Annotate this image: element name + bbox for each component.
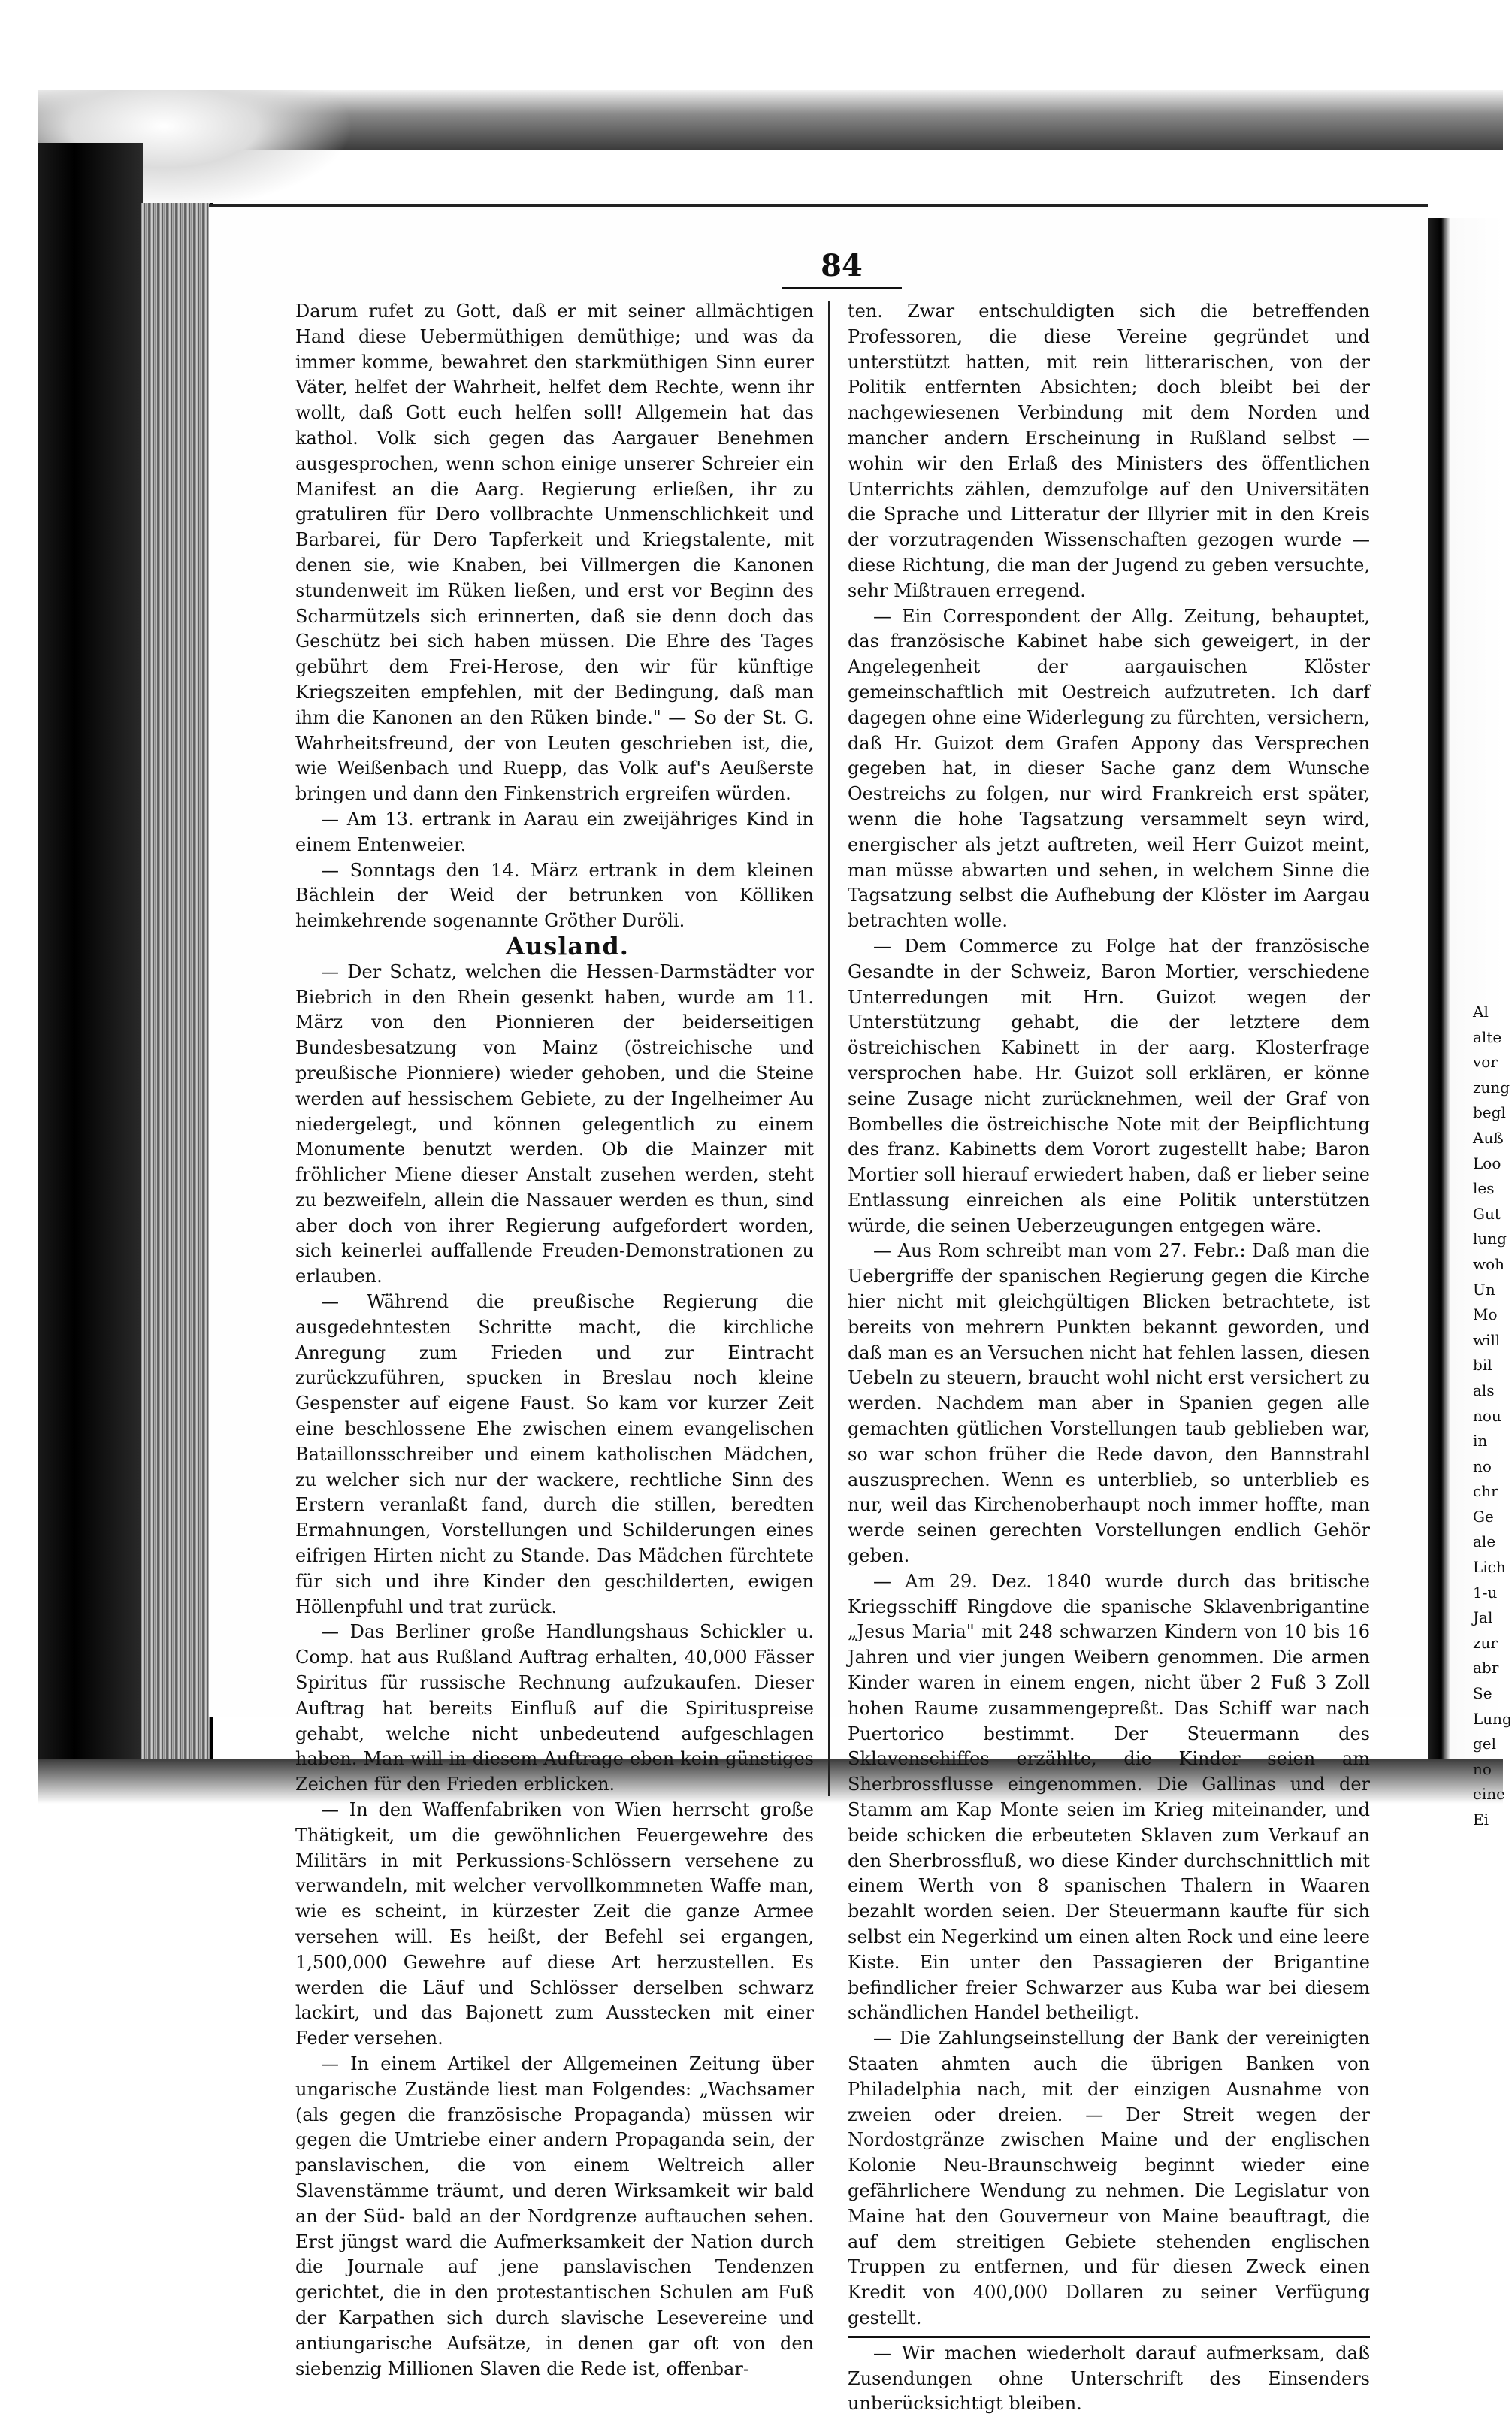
adjacent-fragment: als bbox=[1473, 1381, 1495, 1399]
adjacent-fragment: zur bbox=[1473, 1633, 1498, 1652]
adjacent-fragment: Loo bbox=[1473, 1154, 1501, 1172]
page-number-rule bbox=[782, 287, 902, 289]
adjacent-fragment: no bbox=[1473, 1759, 1492, 1778]
adjacent-fragment: lung bbox=[1473, 1230, 1507, 1248]
adjacent-fragment: Gut bbox=[1473, 1204, 1501, 1223]
adjacent-fragment: Lung bbox=[1473, 1709, 1512, 1728]
adjacent-fragment: in bbox=[1473, 1432, 1488, 1451]
book-binding bbox=[38, 143, 143, 1781]
adjacent-fragment: zung bbox=[1473, 1078, 1510, 1097]
adjacent-fragment: Ei bbox=[1473, 1810, 1489, 1829]
column-divider bbox=[828, 301, 830, 1796]
adjacent-fragment: woh bbox=[1473, 1254, 1505, 1273]
adjacent-fragment: no bbox=[1473, 1457, 1492, 1475]
editorial-notice: — Wir machen wiederholt darauf aufmerksam, daß Zusendungen ohne Unterschrift des Einsenders unberücksichtigt bleiben. bbox=[848, 2342, 1370, 2415]
adjacent-fragment: alte bbox=[1473, 1027, 1502, 1046]
paragraph: — Am 29. Dez. 1840 wurde durch das britische Kriegsschiff Ringdove die spanische Sklavenbrigantine „Jesus Maria" mit 248 schwarzen Kindern von 10 bis 16 Jahren und vier jungen Weibern genommen. Die armen Kinder waren in einem engen, nicht über 2 Fuß 3 Zoll hohen Raume zusammengepreßt. Das Schiff war nach Puertorico bestimmt. Der Steuermann des Sklavenschiffes erzählte, die Kinder seien am Sherbrossflusse eingenommen. Die Gallinas und der Stamm am Kap Monte seien im Krieg miteinander, und beide schicken die erbeuteten Sklaven zum Verkauf an den Sherbrossfluß, wo diese Kinder durchschnittlich mit einem Werth von 8 spanischen Thalern in Waaren bezahlt worden seien. Der Steuermann kaufte für sich selbst ein Negerkind um einen alten Rock und eine leere Kiste. Ein unter den Passagieren der Brigantine befindlicher freier Schwarzer aus Kuba war bei diesem schändlichen Handel betheiligt. bbox=[848, 1570, 1370, 2024]
adjacent-fragment: begl bbox=[1473, 1103, 1506, 1122]
adjacent-fragment: ale bbox=[1473, 1532, 1496, 1551]
paragraph: Darum rufet zu Gott, daß er mit seiner allmächtigen Hand diese Uebermüthigen demüthige; und was da immer komme, bewahret den starkmüthigen Sinn eurer Väter, helfet der Wahrheit, helfet dem Rechte, wenn ihr wollt, daß Gott euch helfen soll! Allgemein hat das kathol. Volk sich gegen das Aargauer Benehmen ausgesprochen, wenn schon einige unserer Schreier ein Manifest an die Aarg. Regierung erließen, ihr zu gratuliren für Dero vollbrachte Unmenschlichkeit und Barbarei, für Dero Tapferkeit und Kriegstalente, mit denen sie, wie Knaben, bei Villmergen die Kanonen stundenweit im Rüken ließen, und erst vor Beginn des Scharmützels sich erinnerten, daß sie denn doch das Geschütz bei sich haben müssen. Die Ehre des Tages gebührt dem Frei-Herose, den wir für künftige Kriegszeiten empfehlen, mit der Bedingung, daß man ihm die Kanonen an den Rüken binde." — So der St. G. Wahrheitsfreund, der von Leuten geschrieben ist, die, wie Weißenbach und Ruepp, das Volk auf's Aeußerste bringen und dann den Finkenstrich ergreifen würden. bbox=[295, 301, 814, 805]
adjacent-fragment: les bbox=[1473, 1179, 1495, 1198]
adjacent-fragment: eine bbox=[1473, 1785, 1505, 1804]
paragraph: — Sonntags den 14. März ertrank in dem kleinen Bächlein der Weid der betrunken von Kölliken heimkehrende sogenannte Gröther Duröli. bbox=[295, 859, 814, 932]
paragraph: — Aus Rom schreibt man vom 27. Febr.: Daß man die Uebergriffe der spanischen Regierung gegen die Kirche hier nicht mit gleichgültigen Blicken betrachtete, ist bereits von mehrern Punkten bekannt geworden, und daß man es an Versuchen nicht hat fehlen lassen, diesen Uebeln zu steuern, braucht wohl nicht erst versichert zu werden. Nachdem man aber in Spanien gegen alle gemachten gütlichen Vorstellungen taub geblieben war, so war schon früher die Rede davon, den Bannstrahl auszusprechen. Wenn es unterblieb, so unterblieb es nur, weil das Kirchenoberhaupt noch immer hoffte, man werde seinen gerechten Vorstellungen endlich Gehör geben. bbox=[848, 1240, 1370, 1567]
adjacent-fragment: abr bbox=[1473, 1659, 1499, 1677]
paragraph: — Ein Correspondent der Allg. Zeitung, behauptet, das französische Kabinet habe sich geweigert, in der Angelegenheit der aargauischen Klöster gemeinschaftlich mit Oestreich aufzutreten. Ich darf dagegen ohne eine Widerlegung zu fürchten, versichern, daß Hr. Guizot dem Grafen Appony das Versprechen gegeben hat, in dieser Sache ganz dem Wunsche Oestreichs zu folgen, nur wird Frankreich erst später, wenn die hohe Tagsatzung versammelt seyn wird, energischer als jetzt auftreten, weil Herr Guizot meint, man müsse abwarten und sehen, in welchem Sinne die Tagsatzung selbst die Aufhebung der Klöster im Aargau betrachten wolle. bbox=[848, 605, 1370, 932]
paragraph: — Während die preußische Regierung die ausgedehntesten Schritte macht, die kirchliche Anregung zum Frieden und zur Eintracht zurückzuführen, spucken in Breslau noch kleine Gespenster auf eigene Faust. So kam vor kurzer Zeit eine beschlossene Ehe zwischen einem evangelischen Bataillonsschreiber und einem katholischen Mädchen, zu welcher sich nur der wackere, rechtliche Sinn des Erstern veranlaßt fand, durch die stillen, beredten Ermahnungen, Vorstellungen und Schilderungen eines eifrigen Hirten nicht zu Stande. Das Mädchen fürchtete für sich und ihre Kinder den geschilderten, ewigen Höllenpfuhl und trat zurück. bbox=[295, 1291, 814, 1617]
section-heading: Ausland. bbox=[506, 931, 629, 960]
adjacent-fragment: vor bbox=[1473, 1053, 1498, 1072]
page-edges bbox=[141, 203, 213, 1766]
adjacent-fragment: chr bbox=[1473, 1482, 1498, 1501]
adjacent-page-fragments bbox=[1473, 1000, 1512, 1833]
adjacent-fragment: Ge bbox=[1473, 1507, 1494, 1526]
adjacent-fragment: Se bbox=[1473, 1684, 1492, 1703]
right-column bbox=[848, 299, 1370, 2417]
paragraph: — In einem Artikel der Allgemeinen Zeitung über ungarische Zustände liest man Folgendes: „Wachsamer (als gegen die französische Propaganda) müssen wir gegen die Umtriebe einer andern Propaganda sein, der panslavischen, die von einem Weltreich aller Slavenstämme träumt, und deren Wirksamkeit wir bald an der Süd- bald an der Nordgrenze auftauchen sehen. Erst jüngst ward die Aufmerksamkeit der Nation durch die Journale auf jene panslavischen Tendenzen gerichtet, die in den protestantischen Schulen am Fuß der Karpathen sich durch slavische Lesevereine und antiungarische Aufsätze, in denen gar oft von den siebenzig Millionen Slaven die Rede ist, offenbar- bbox=[295, 2052, 814, 2379]
paragraph: — Am 13. ertrank in Aarau ein zweijähriges Kind in einem Entenweier. bbox=[295, 808, 814, 855]
adjacent-fragment: Al bbox=[1473, 1003, 1489, 1021]
adjacent-fragment: Auß bbox=[1473, 1128, 1504, 1147]
adjacent-fragment: will bbox=[1473, 1330, 1501, 1349]
paragraph: — Der Schatz, welchen die Hessen-Darmstädter vor Biebrich in den Rhein gesenkt haben, wurde am 11. März von den Pionnieren der beiderseitigen Bundesbesatzung von Mainz (östreichische und preußische Pionniere) wieder gehoben, und die Steine werden auf hessischem Gebiete, zu der Ingelheimer Au niedergelegt, und können gelegentlich zu einem Monumente benutzt werden. Ob die Mainzer mit fröhlicher Miene dieser Anstalt zusehen werden, steht zu bezweifeln, allein die Nassauer werden es thun, sind aber doch von ihrer Regierung aufgefordert worden, sich keinerlei auffallende Freuden-Demonstrationen zu erlauben. bbox=[295, 960, 814, 1287]
left-column bbox=[295, 299, 814, 2382]
paragraph: — Die Zahlungseinstellung der Bank der vereinigten Staaten ahmten auch die übrigen Banken von Philadelphia nach, mit der einzigen Ausnahme von zweien oder dreien. — Der Streit wegen der Nordostgränze zwischen Maine und der englischen Kolonie Neu-Braunschweig beginnt wieder eine gefährlichere Wendung zu nehmen. Die Legislatur von Maine hat den Gouverneur von Maine beauftragt, die auf dem streitigen Gebiete stehenden englischen Truppen zu entfernen, und für diesen Zweck einen Kredit von 400,000 Dollaren zu seiner Verfügung gestellt. bbox=[848, 2028, 1370, 2328]
adjacent-fragment: gel bbox=[1473, 1735, 1497, 1753]
notice-rule bbox=[848, 2336, 1370, 2338]
adjacent-fragment: bil bbox=[1473, 1356, 1492, 1375]
page-number: 84 bbox=[821, 248, 863, 283]
adjacent-fragment: Jal bbox=[1473, 1608, 1493, 1627]
adjacent-fragment: nou bbox=[1473, 1406, 1501, 1425]
paragraph: — Dem Commerce zu Folge hat der französische Gesandte in der Schweiz, Baron Mortier, verschiedene Unterredungen mit Hrn. Guizot wegen der Unterstützung gehabt, die der letztere dem östreichischen Kabinett in der aarg. Klosterfrage versprochen habe. Hr. Guizot soll erklären, er könne seine Zusage nicht zurücknehmen, weil der Graf von Bombelles die östreichische Note mit der Beipflichtung des franz. Kabinetts dem Vorort zugestellt habe; Baron Mortier soll hierauf erwiedert haben, daß er lieber seine Entlassung einreichen als eine Politik unterstützen würde, die seinen Ueberzeugungen entgegen wäre. bbox=[848, 935, 1370, 1236]
paragraph: — In den Waffenfabriken von Wien herrscht große Thätigkeit, um die gewöhnlichen Feuergewehre des Militärs in mit Perkussions-Schlössern versehene zu verwandeln, mit welcher vervollkommneten Waffe man, wie es scheint, in kürzester Zeit die ganze Armee versehen will. Es heißt, der Befehl sei ergangen, 1,500,000 Gewehre auf diese Art herzustellen. Es werden die Läuf und Schlösser derselben schwarz lackirt, und das Bajonett zum Ausstecken mit einer Feder versehen. bbox=[295, 1799, 814, 2049]
adjacent-fragment: Un bbox=[1473, 1280, 1495, 1299]
paragraph: ten. Zwar entschuldigten sich die betreffenden Professoren, die diese Vereine gegründet und unterstützt hatten, mit rein litterarischen, von der Politik entfernten Absichten; doch bleibt bei der nachgewiesenen Verbindung mit dem Norden und mancher andern Erscheinung in Rußland selbst — wohin wir den Erlaß des Ministers des öffentlichen Unterrichts zählen, demzufolge auf den Universitäten die Sprache und Litteratur der Illyrier mit in den Kreis der vorzutragenden Wissenschaften gezogen wurde — diese Richtung, die man der Jugend zu geben versuchte, sehr Mißtrauen erregend. bbox=[848, 301, 1370, 601]
adjacent-fragment: Lich bbox=[1473, 1558, 1506, 1577]
adjacent-fragment: Mo bbox=[1473, 1305, 1498, 1324]
adjacent-fragment: 1-u bbox=[1473, 1583, 1498, 1602]
paragraph: — Das Berliner große Handlungshaus Schickler u. Comp. hat aus Rußland Auftrag erhalten, 40,000 Fässer Spiritus für russische Rechnung aufzukaufen. Dieser Auftrag hat bereits Einfluß auf die Spirituspreise gehabt, welche nicht unbedeutend aufgeschlagen haben. Man will in diesem Auftrage eben kein günstiges Zeichen für den Frieden erblicken. bbox=[295, 1621, 814, 1795]
